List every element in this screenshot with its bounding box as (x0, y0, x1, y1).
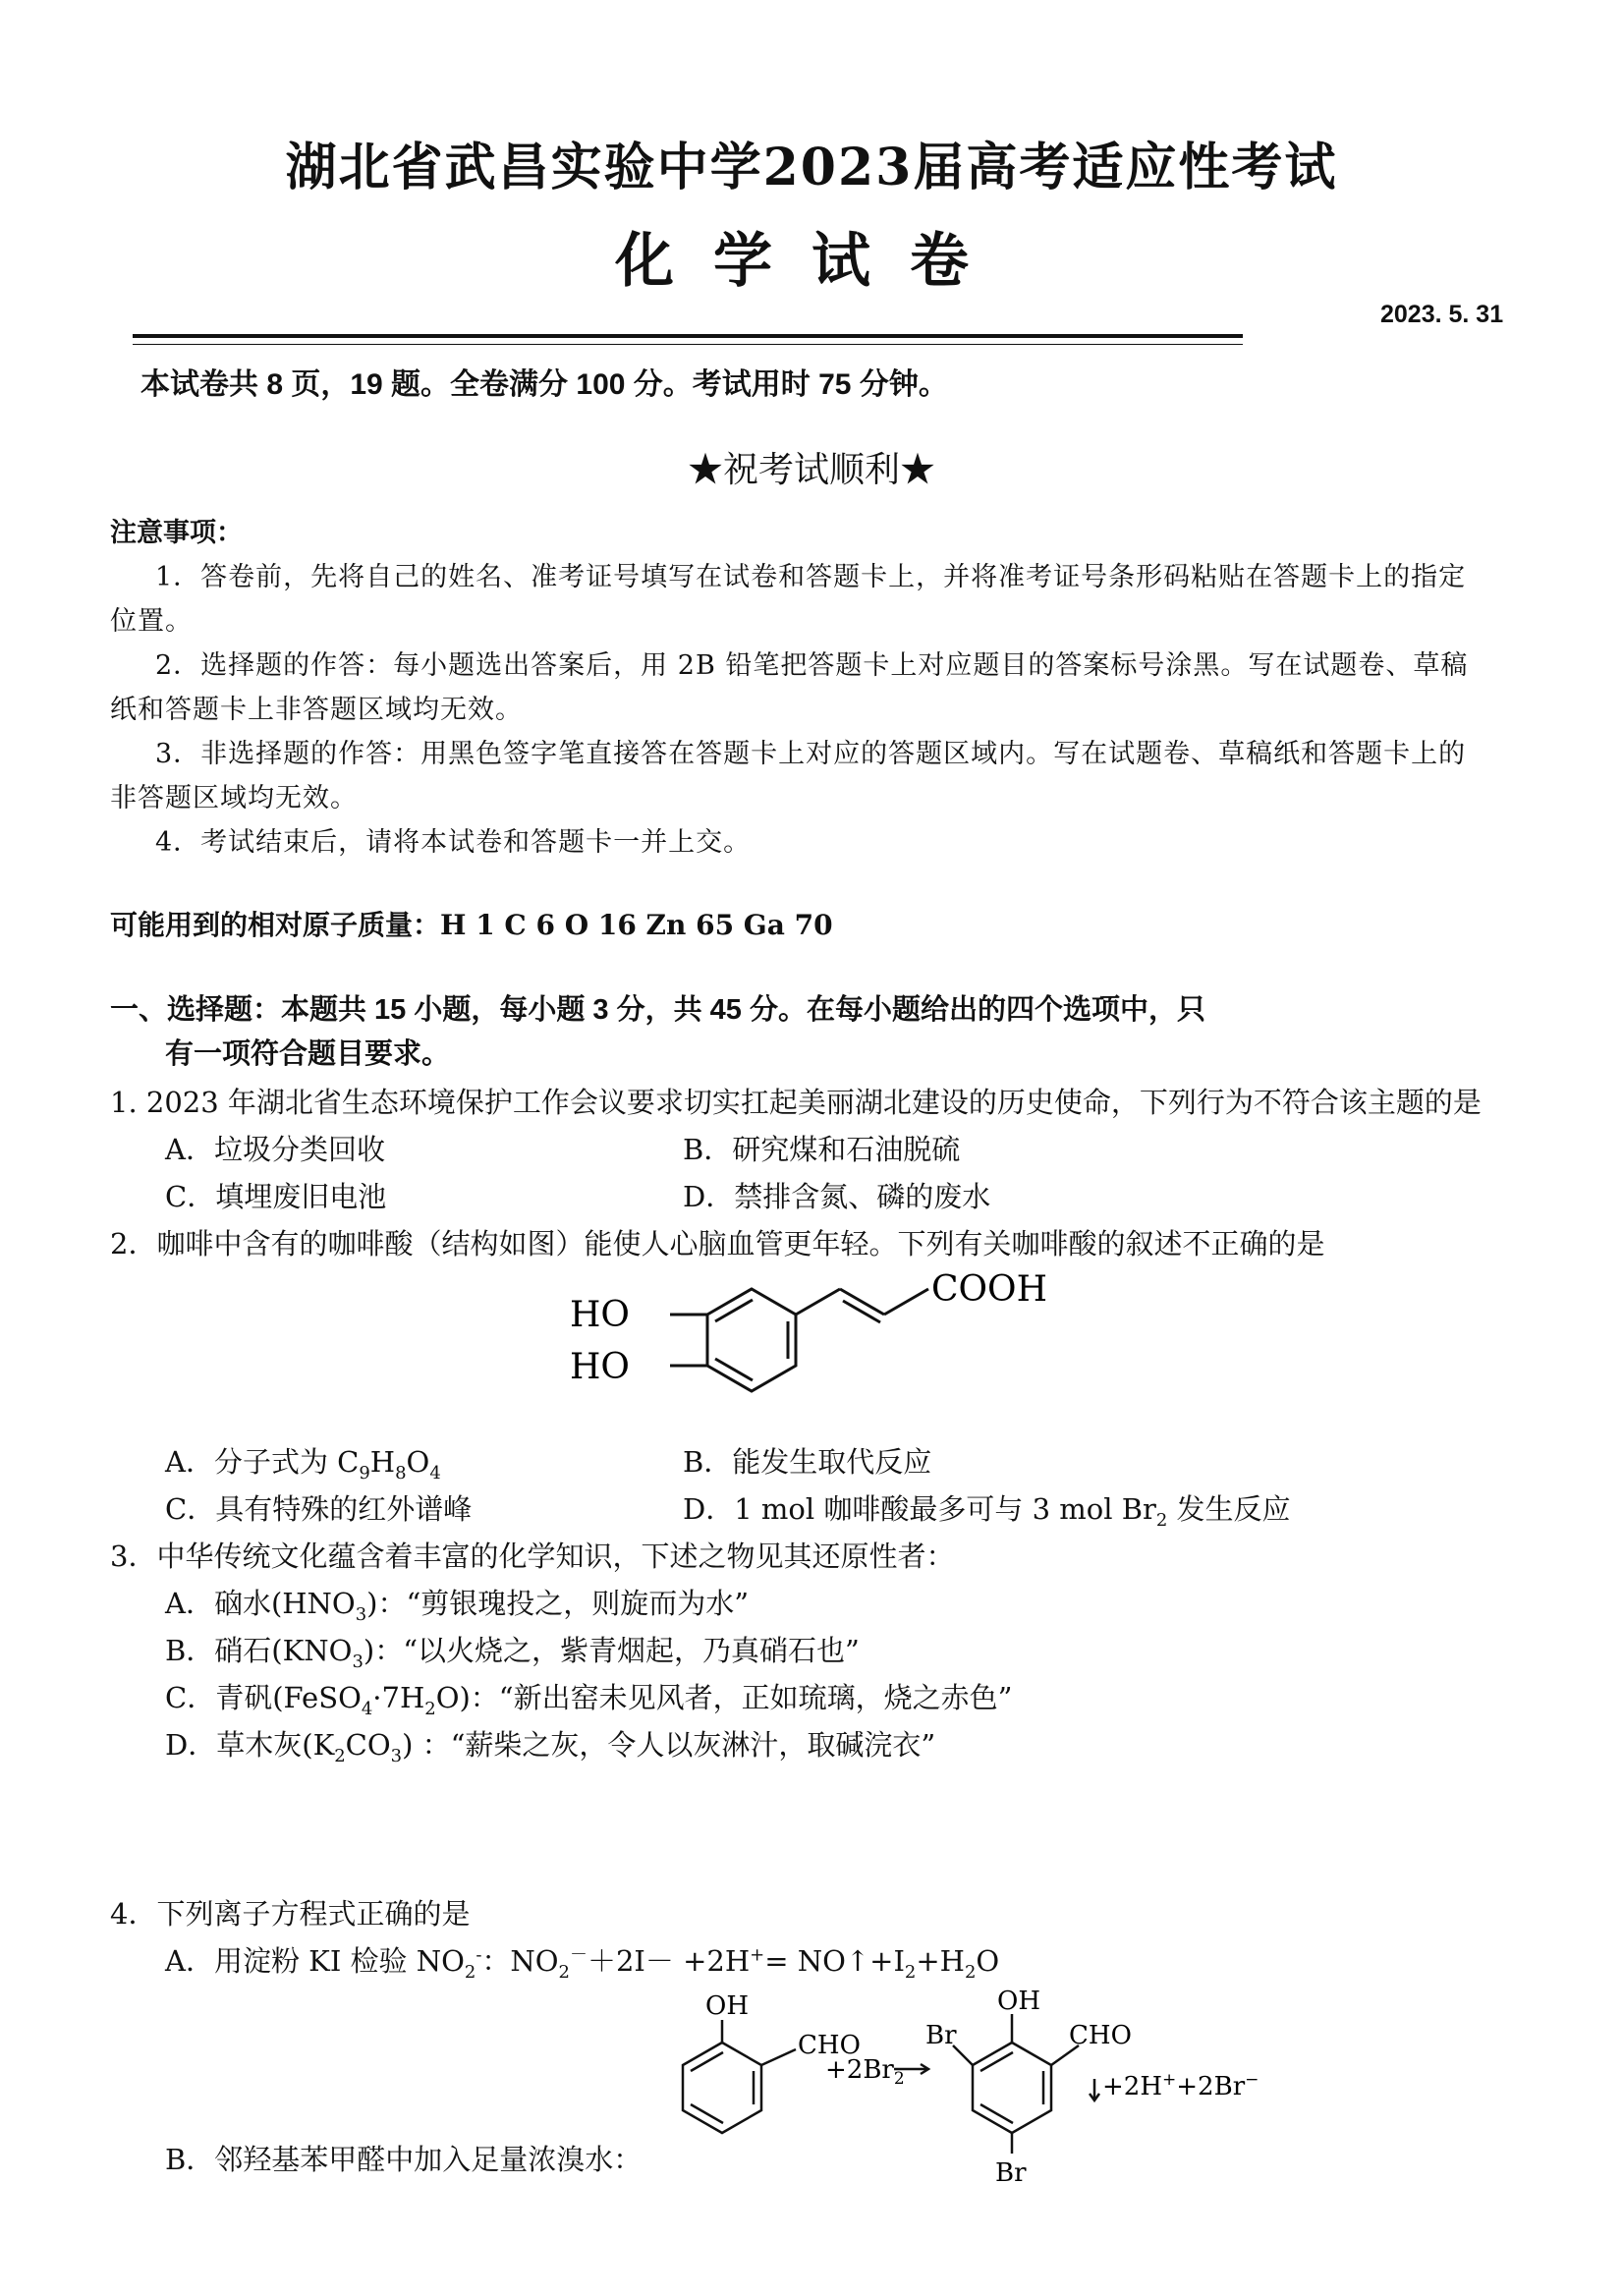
q3-option-b: B．硝石$(KNO_3)$：“以火烧之，紫青烟起，乃真硝石也” (165, 1634, 860, 1672)
structure-label-ho-1: HO (570, 1295, 630, 1335)
q2-option-d: D．1 mol 咖啡酸最多可与 3 mol $Br_2$ 发生反应 (683, 1492, 1291, 1531)
q2-option-a: A．分子式为 $C_9H_8O_4$ (165, 1445, 441, 1484)
q3-option-c: C．青矾$(FeSO_4\cdot 7H_2O)$：“新出窑未见风者，正如琉璃，烧之赤色” (165, 1681, 1013, 1719)
section-heading: 一、选择题：本题共 15 小题，每小题 3 分，共 45 分。在每小题给出的四个选项中，只 (110, 994, 1205, 1026)
exam-subtitle: 化学试卷 (615, 227, 1008, 296)
good-luck-line: ★祝考试顺利★ (687, 450, 935, 490)
q1-option-b: B．研究煤和石油脱硫 (683, 1133, 961, 1166)
q4-stem: 4．下列离子方程式正确的是 (110, 1897, 471, 1931)
reactant-oh-label: OH (705, 1991, 749, 2021)
q3-stem: 3．中华传统文化蕴含着丰富的化学知识，下述之物见其还原性者： (110, 1540, 955, 1573)
q1-option-c: C．填埋废旧电池 (165, 1180, 387, 1213)
q3-option-a: A．硇水$(HNO_3)$：“剪银瑰投之，则旋而为水” (165, 1587, 750, 1625)
notice-line: 纸和答题卡上非答题区域均无效。 (110, 695, 523, 725)
header-rule-thick (133, 334, 1243, 338)
exam-date: 2023. 5. 31 (1380, 301, 1504, 328)
q2-option-c: C．具有特殊的红外谱峰 (165, 1492, 473, 1526)
bromination-reaction (629, 1985, 1611, 2191)
q4-option-b: B．邻羟基苯甲醛中加入足量浓溴水： (165, 2143, 643, 2176)
product-cho-label: CHO (1069, 2021, 1132, 2050)
q1-option-d: D．禁排含氮、磷的废水 (683, 1180, 991, 1213)
notice-line: 1．答卷前，先将自己的姓名、准考证号填写在试卷和答题卡上，并将准考证号条形码粘贴在答题卡上的指定 (155, 562, 1467, 592)
exam-title: 湖北省武昌实验中学2023届高考适应性考试 (285, 138, 1338, 197)
q2-stem: 2．咖啡中含有的咖啡酸（结构如图）能使人心脑血管更年轻。下列有关咖啡酸的叙述不正确的是 (110, 1227, 1325, 1260)
byproduct-label: +2H++2Br− (1102, 2070, 1259, 2101)
caffeic-acid-structure (560, 1258, 1071, 1425)
product-oh-label: OH (997, 1987, 1040, 2016)
reactant-cho-label: CHO (798, 2031, 861, 2060)
q2-option-b: B．能发生取代反应 (683, 1445, 932, 1479)
q4-option-a: A．用淀粉 KI 检验 $NO_2^-$：$NO_2^-+2I- +2H^+=$ $NO↑+I_2+H_2O$ (165, 1944, 1000, 1983)
notice-line: 位置。 (110, 606, 193, 637)
notice-line: 4．考试结束后，请将本试卷和答题卡一并上交。 (155, 827, 752, 858)
q1-stem: 1. 2023 年湖北省生态环境保护工作会议要求切实扛起美丽湖北建设的历史使命，下列行为不符合该主题的是 (110, 1086, 1482, 1119)
exam-info: 本试卷共 8 页，19 题。全卷满分 100 分。考试用时 75 分钟。 (140, 368, 948, 401)
product-br-bottom-label: Br (995, 2158, 1027, 2188)
notice-line: 3．非选择题的作答：用黑色签字笔直接答在答题卡上对应的答题区域内。写在试题卷、草稿纸和答题卡上的 (155, 739, 1467, 769)
notice-title: 注意事项： (110, 518, 243, 547)
section-heading-cont: 有一项符合题目要求。 (165, 1038, 451, 1070)
atomic-masses: 可能用到的相对原子质量：H 1 C 6 O 16 Zn 65 Ga 70 (110, 909, 833, 941)
header-rule-thin (133, 344, 1243, 345)
q1-option-a: A．垃圾分类回收 (165, 1133, 385, 1166)
reagent-label: $+2Br_2$ (825, 2055, 905, 2089)
structure-label-ho-2: HO (570, 1347, 630, 1387)
notice-line: 2．选择题的作答：每小题选出答案后，用 2B 铅笔把答题卡上对应题目的答案标号涂黑。写在试题卷、草稿 (155, 650, 1469, 681)
notice-line: 非答题区域均无效。 (110, 783, 358, 813)
structure-label-cooh: COOH (931, 1269, 1047, 1310)
q3-option-d: D．草木灰$(K_2CO_3)$ ：“薪柴之灰，令人以灰淋汁，取碱浣衣” (165, 1728, 936, 1766)
product-br-top-label: Br (925, 2021, 957, 2050)
